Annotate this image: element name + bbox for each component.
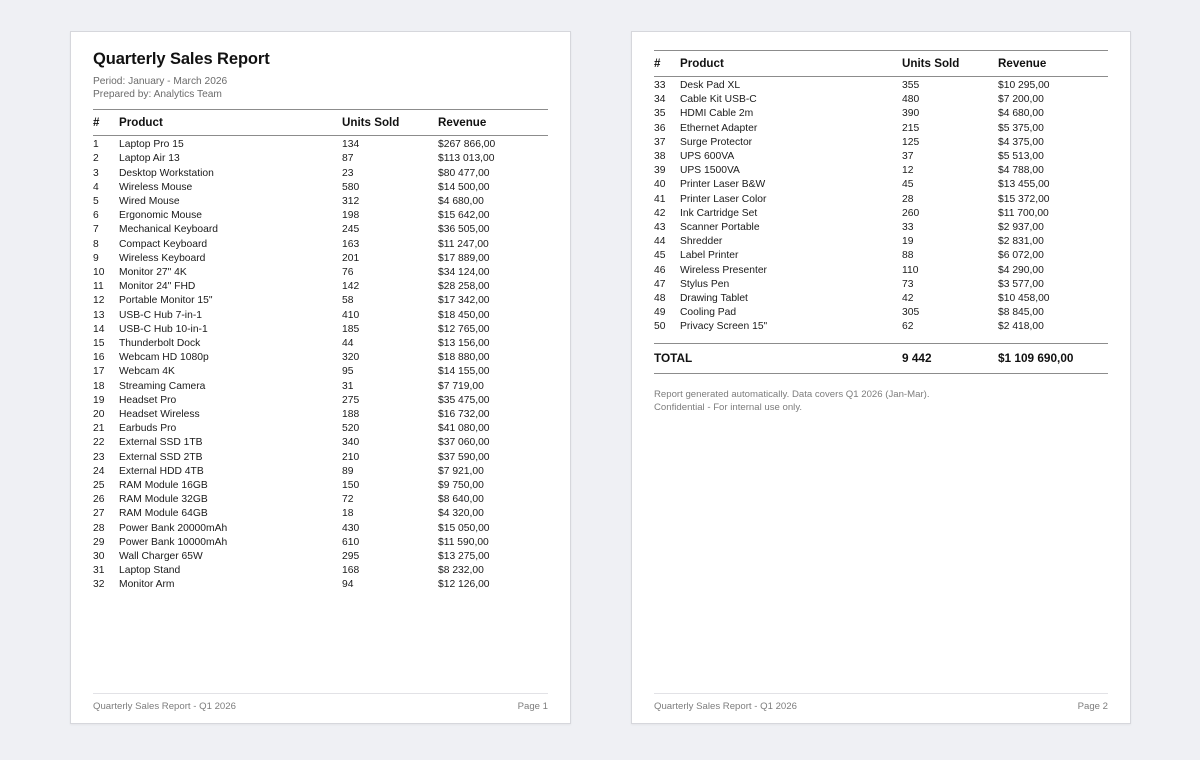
row-revenue: $2 831,00 — [998, 236, 1044, 248]
table-header-row — [93, 110, 548, 136]
row-number: 14 — [93, 323, 105, 335]
row-units: 134 — [342, 139, 360, 151]
row-number: 19 — [93, 394, 105, 406]
row-number: 28 — [93, 522, 105, 534]
row-revenue: $7 921,00 — [438, 465, 484, 477]
row-product: Surge Protector — [680, 136, 753, 148]
row-product: Wired Mouse — [119, 195, 180, 207]
row-product: Ink Cartridge Set — [680, 207, 758, 219]
table-row — [93, 209, 548, 223]
row-revenue: $10 295,00 — [998, 80, 1050, 91]
row-product: Drawing Tablet — [680, 293, 748, 305]
row-product: Ergonomic Mouse — [119, 210, 202, 222]
row-revenue: $36 505,00 — [438, 224, 490, 236]
row-product: Laptop Pro 15 — [119, 139, 184, 151]
row-product: Desktop Workstation — [119, 167, 214, 179]
row-revenue: $11 590,00 — [438, 536, 489, 548]
row-product: Scanner Portable — [680, 222, 760, 234]
row-units: 58 — [342, 295, 354, 307]
table-body-page-2 — [654, 77, 1108, 335]
row-number: 6 — [93, 210, 99, 222]
row-revenue: $113 013,00 — [438, 153, 495, 165]
table-row — [654, 249, 1108, 263]
row-revenue: $18 880,00 — [438, 352, 490, 364]
row-product: HDMI Cable 2m — [680, 108, 754, 120]
row-number: 17 — [93, 366, 105, 378]
row-revenue: $34 124,00 — [438, 266, 490, 278]
table-row — [93, 238, 548, 252]
footer-page-number: Page 2 — [1077, 701, 1108, 712]
row-units: 185 — [342, 323, 360, 335]
table-row — [93, 536, 548, 550]
table-row — [93, 394, 548, 408]
row-units: 76 — [342, 266, 354, 278]
totals-section — [654, 343, 1108, 374]
table-row — [654, 306, 1108, 320]
row-revenue: $8 640,00 — [438, 494, 484, 506]
row-units: 260 — [902, 207, 920, 219]
page-1-content — [93, 50, 548, 723]
row-number: 27 — [93, 508, 105, 520]
row-units: 201 — [342, 252, 360, 264]
row-revenue: $18 450,00 — [438, 309, 490, 321]
row-product: Wall Charger 65W — [119, 551, 203, 563]
row-units: 520 — [342, 423, 360, 435]
table-row — [93, 380, 548, 394]
sales-table-page-2 — [654, 50, 1108, 335]
row-product: Power Bank 10000mAh — [119, 536, 228, 548]
row-units: 72 — [342, 494, 354, 506]
row-product: External SSD 2TB — [119, 451, 203, 463]
total-units: 9 442 — [902, 343, 998, 373]
row-units: 12 — [902, 165, 914, 177]
row-product: Stylus Pen — [680, 278, 730, 290]
row-units: 62 — [902, 321, 914, 333]
row-revenue: $4 680,00 — [438, 195, 484, 207]
column-header-revenue: Revenue — [998, 51, 1108, 77]
row-units: 18 — [342, 508, 354, 520]
table-row — [654, 235, 1108, 249]
row-product: Monitor 24" FHD — [119, 281, 196, 293]
row-number: 20 — [93, 409, 105, 420]
row-revenue: $37 590,00 — [438, 451, 490, 463]
row-number: 41 — [654, 193, 666, 205]
table-row — [93, 309, 548, 323]
row-product: Compact Keyboard — [119, 238, 208, 250]
report-note-line: Report generated automatically. Data covers Q1 2026 (Jan-Mar). — [654, 388, 930, 400]
row-number: 47 — [654, 278, 666, 290]
row-units: 87 — [342, 153, 354, 165]
footer-report-label: Quarterly Sales Report - Q1 2026 — [654, 701, 797, 712]
table-row — [93, 280, 548, 294]
row-number: 22 — [93, 437, 105, 449]
row-number: 34 — [654, 94, 666, 106]
row-revenue: $4 375,00 — [998, 136, 1044, 148]
row-product: Desk Pad XL — [680, 80, 741, 91]
row-revenue: $267 866,00 — [438, 139, 496, 151]
row-revenue: $11 700,00 — [998, 207, 1049, 219]
row-product: Mechanical Keyboard — [119, 224, 219, 236]
row-units: 168 — [342, 565, 360, 577]
row-units: 95 — [342, 366, 354, 378]
row-product: External SSD 1TB — [119, 437, 203, 449]
row-revenue: $7 200,00 — [998, 94, 1044, 106]
row-product: Webcam HD 1080p — [119, 352, 209, 364]
row-product: Cooling Pad — [680, 307, 737, 319]
table-row — [93, 167, 548, 181]
table-row — [93, 266, 548, 280]
row-product: Printer Laser B&W — [680, 179, 766, 191]
table-row — [93, 436, 548, 450]
row-units: 275 — [342, 394, 360, 406]
table-row — [93, 408, 548, 422]
report-period: Period: January - March 2026 — [93, 76, 228, 88]
row-number: 35 — [654, 108, 666, 120]
row-product: Laptop Air 13 — [119, 153, 180, 165]
row-revenue: $15 372,00 — [998, 193, 1050, 205]
report-note-line: Confidential - For internal use only. — [654, 401, 803, 413]
row-number: 21 — [93, 423, 105, 435]
sales-table-page-1 — [93, 109, 548, 593]
row-units: 163 — [342, 238, 360, 250]
row-units: 42 — [902, 293, 914, 305]
row-number: 10 — [93, 266, 105, 278]
table-row — [654, 292, 1108, 306]
row-number: 40 — [654, 179, 666, 191]
table-row — [93, 451, 548, 465]
row-number: 15 — [93, 337, 105, 349]
report-page-1 — [70, 31, 571, 724]
row-revenue: $11 247,00 — [438, 238, 489, 250]
row-number: 32 — [93, 579, 105, 591]
row-units: 89 — [342, 465, 354, 477]
row-product: Ethernet Adapter — [680, 122, 758, 134]
table-row — [93, 294, 548, 308]
row-number: 18 — [93, 380, 105, 392]
row-revenue: $16 732,00 — [438, 409, 490, 420]
row-number: 8 — [93, 238, 99, 250]
column-header-number: # — [654, 51, 680, 77]
row-product: Streaming Camera — [119, 380, 206, 392]
row-revenue: $14 155,00 — [438, 366, 490, 378]
row-units: 430 — [342, 522, 360, 534]
row-number: 33 — [654, 80, 666, 91]
row-number: 39 — [654, 165, 666, 177]
row-revenue: $4 290,00 — [998, 264, 1044, 276]
row-number: 30 — [93, 551, 105, 563]
row-revenue: $28 258,00 — [438, 281, 490, 293]
row-number: 9 — [93, 252, 99, 264]
row-product: RAM Module 16GB — [119, 480, 208, 492]
row-units: 45 — [902, 179, 914, 191]
page-title: Quarterly Sales Report — [93, 50, 270, 68]
total-row — [654, 343, 1108, 373]
table-row — [93, 223, 548, 237]
row-number: 50 — [654, 321, 666, 333]
row-number: 13 — [93, 309, 105, 321]
row-units: 610 — [342, 536, 360, 548]
report-prepared-by: Prepared by: Analytics Team — [93, 89, 222, 101]
row-revenue: $4 788,00 — [998, 165, 1044, 177]
table-row — [654, 93, 1108, 107]
row-revenue: $17 889,00 — [438, 252, 490, 264]
row-product: Portable Monitor 15" — [119, 295, 213, 307]
row-number: 31 — [93, 565, 105, 577]
row-revenue: $35 475,00 — [438, 394, 490, 406]
table-row — [654, 207, 1108, 221]
row-units: 245 — [342, 224, 360, 236]
total-revenue: $1 109 690,00 — [998, 343, 1108, 373]
row-units: 340 — [342, 437, 360, 449]
page-2-content — [654, 50, 1108, 723]
row-product: External HDD 4TB — [119, 465, 204, 477]
row-product: Webcam 4K — [119, 366, 175, 378]
row-units: 125 — [902, 136, 920, 148]
row-number: 43 — [654, 222, 666, 234]
row-revenue: $2 418,00 — [998, 321, 1044, 333]
row-units: 19 — [902, 236, 914, 248]
table-row — [93, 507, 548, 521]
row-number: 23 — [93, 451, 105, 463]
row-product: Thunderbolt Dock — [119, 337, 201, 349]
row-revenue: $2 937,00 — [998, 222, 1044, 234]
row-product: Wireless Keyboard — [119, 252, 206, 264]
row-revenue: $8 232,00 — [438, 565, 484, 577]
row-revenue: $4 320,00 — [438, 508, 484, 520]
row-product: Label Printer — [680, 250, 739, 262]
table-row — [93, 195, 548, 209]
row-product: Monitor Arm — [119, 579, 175, 591]
table-row — [93, 493, 548, 507]
row-product: RAM Module 64GB — [119, 508, 208, 520]
row-revenue: $10 458,00 — [998, 293, 1050, 305]
row-revenue: $13 455,00 — [998, 179, 1050, 191]
row-units: 33 — [902, 222, 914, 234]
row-product: RAM Module 32GB — [119, 494, 208, 506]
table-row — [654, 178, 1108, 192]
row-product: Wireless Mouse — [119, 181, 193, 193]
row-units: 305 — [902, 307, 920, 319]
report-notes — [654, 388, 1108, 414]
row-number: 1 — [93, 139, 99, 151]
row-number: 5 — [93, 195, 99, 207]
table-row — [93, 522, 548, 536]
table-row — [654, 164, 1108, 178]
table-row — [93, 351, 548, 365]
table-row — [93, 422, 548, 436]
row-units: 198 — [342, 210, 360, 222]
table-row — [93, 136, 548, 153]
table-row — [654, 77, 1108, 94]
row-revenue: $41 080,00 — [438, 423, 490, 435]
row-product: Cable Kit USB-C — [680, 94, 757, 106]
row-number: 37 — [654, 136, 666, 148]
page-2-footer — [654, 693, 1108, 712]
row-number: 2 — [93, 153, 99, 165]
row-number: 25 — [93, 480, 105, 492]
row-units: 150 — [342, 480, 360, 492]
row-revenue: $6 072,00 — [998, 250, 1044, 262]
table-head — [93, 110, 548, 136]
row-revenue: $7 719,00 — [438, 380, 484, 392]
total-label: TOTAL — [654, 343, 902, 373]
row-revenue: $13 156,00 — [438, 337, 490, 349]
row-units: 110 — [902, 264, 919, 276]
row-units: 88 — [902, 250, 914, 262]
row-revenue: $37 060,00 — [438, 437, 490, 449]
row-revenue: $13 275,00 — [438, 551, 490, 563]
row-product: Headset Wireless — [119, 409, 200, 420]
row-product: Printer Laser Color — [680, 193, 767, 205]
report-page-2 — [631, 31, 1131, 724]
table-head — [654, 51, 1108, 77]
table-row — [654, 193, 1108, 207]
row-number: 7 — [93, 224, 99, 236]
row-product: Monitor 27" 4K — [119, 266, 187, 278]
row-units: 28 — [902, 193, 914, 205]
row-revenue: $15 050,00 — [438, 522, 490, 534]
table-row — [654, 264, 1108, 278]
row-revenue: $5 375,00 — [998, 122, 1044, 134]
header-spacer — [93, 101, 548, 109]
row-number: 11 — [93, 281, 104, 293]
table-row — [654, 278, 1108, 292]
row-units: 580 — [342, 181, 360, 193]
column-header-units: Units Sold — [902, 51, 998, 77]
row-revenue: $15 642,00 — [438, 210, 490, 222]
row-units: 44 — [342, 337, 354, 349]
table-row — [93, 337, 548, 351]
table-row — [654, 122, 1108, 136]
row-product: Power Bank 20000mAh — [119, 522, 228, 534]
table-body-page-1 — [93, 136, 548, 593]
row-product: USB-C Hub 10-in-1 — [119, 323, 208, 335]
row-revenue: $80 477,00 — [438, 167, 490, 179]
row-number: 45 — [654, 250, 666, 262]
row-product: Laptop Stand — [119, 565, 181, 577]
row-number: 48 — [654, 293, 666, 305]
row-units: 390 — [902, 108, 920, 120]
table-header-row — [654, 51, 1108, 77]
table-row — [93, 152, 548, 166]
row-product: Shredder — [680, 236, 723, 248]
row-units: 312 — [342, 195, 360, 207]
table-row — [93, 181, 548, 195]
row-revenue: $17 342,00 — [438, 295, 490, 307]
row-number: 42 — [654, 207, 666, 219]
row-number: 16 — [93, 352, 105, 364]
table-row — [93, 465, 548, 479]
table-row — [93, 550, 548, 564]
row-number: 44 — [654, 236, 666, 248]
footer-report-label: Quarterly Sales Report - Q1 2026 — [93, 701, 236, 712]
table-row — [93, 479, 548, 493]
row-product: Headset Pro — [119, 394, 177, 406]
row-revenue: $14 500,00 — [438, 181, 490, 193]
row-units: 210 — [342, 451, 360, 463]
row-number: 46 — [654, 264, 666, 276]
table-row — [93, 252, 548, 266]
row-number: 38 — [654, 151, 666, 163]
row-units: 142 — [342, 281, 360, 293]
row-number: 36 — [654, 122, 666, 134]
page-1-footer — [93, 693, 548, 712]
row-units: 295 — [342, 551, 360, 563]
row-number: 24 — [93, 465, 105, 477]
column-header-units: Units Sold — [342, 110, 438, 136]
row-revenue: $5 513,00 — [998, 151, 1044, 163]
row-revenue: $8 845,00 — [998, 307, 1044, 319]
row-product: Wireless Presenter — [680, 264, 767, 276]
column-header-product: Product — [680, 51, 902, 77]
row-revenue: $12 765,00 — [438, 323, 490, 335]
row-product: Earbuds Pro — [119, 423, 177, 435]
row-revenue: $9 750,00 — [438, 480, 484, 492]
row-number: 12 — [93, 295, 105, 307]
table-row — [93, 323, 548, 337]
row-revenue: $3 577,00 — [998, 278, 1044, 290]
footer-page-number: Page 1 — [517, 701, 548, 712]
row-number: 3 — [93, 167, 99, 179]
row-units: 31 — [342, 380, 354, 392]
row-number: 29 — [93, 536, 105, 548]
column-header-number: # — [93, 110, 119, 136]
row-product: UPS 1500VA — [680, 165, 740, 177]
column-header-revenue: Revenue — [438, 110, 548, 136]
row-number: 26 — [93, 494, 105, 506]
row-units: 23 — [342, 167, 354, 179]
row-product: UPS 600VA — [680, 151, 735, 163]
row-units: 355 — [902, 80, 920, 91]
row-number: 49 — [654, 307, 666, 319]
totals-table — [654, 343, 1108, 374]
row-units: 188 — [342, 409, 360, 420]
row-units: 480 — [902, 94, 920, 106]
row-units: 94 — [342, 579, 354, 591]
row-number: 4 — [93, 181, 99, 193]
row-product: Privacy Screen 15" — [680, 321, 768, 333]
table-row — [93, 564, 548, 578]
row-units: 410 — [342, 309, 360, 321]
row-revenue: $4 680,00 — [998, 108, 1044, 120]
table-row — [93, 578, 548, 592]
table-row — [654, 150, 1108, 164]
row-revenue: $12 126,00 — [438, 579, 490, 591]
table-row — [93, 365, 548, 379]
column-header-product: Product — [119, 110, 342, 136]
row-units: 73 — [902, 278, 914, 290]
table-row — [654, 107, 1108, 121]
row-units: 215 — [902, 122, 920, 134]
table-row — [654, 221, 1108, 235]
row-units: 320 — [342, 352, 360, 364]
table-row — [654, 136, 1108, 150]
table-row — [654, 320, 1108, 334]
row-units: 37 — [902, 151, 914, 163]
row-product: USB-C Hub 7-in-1 — [119, 309, 202, 321]
